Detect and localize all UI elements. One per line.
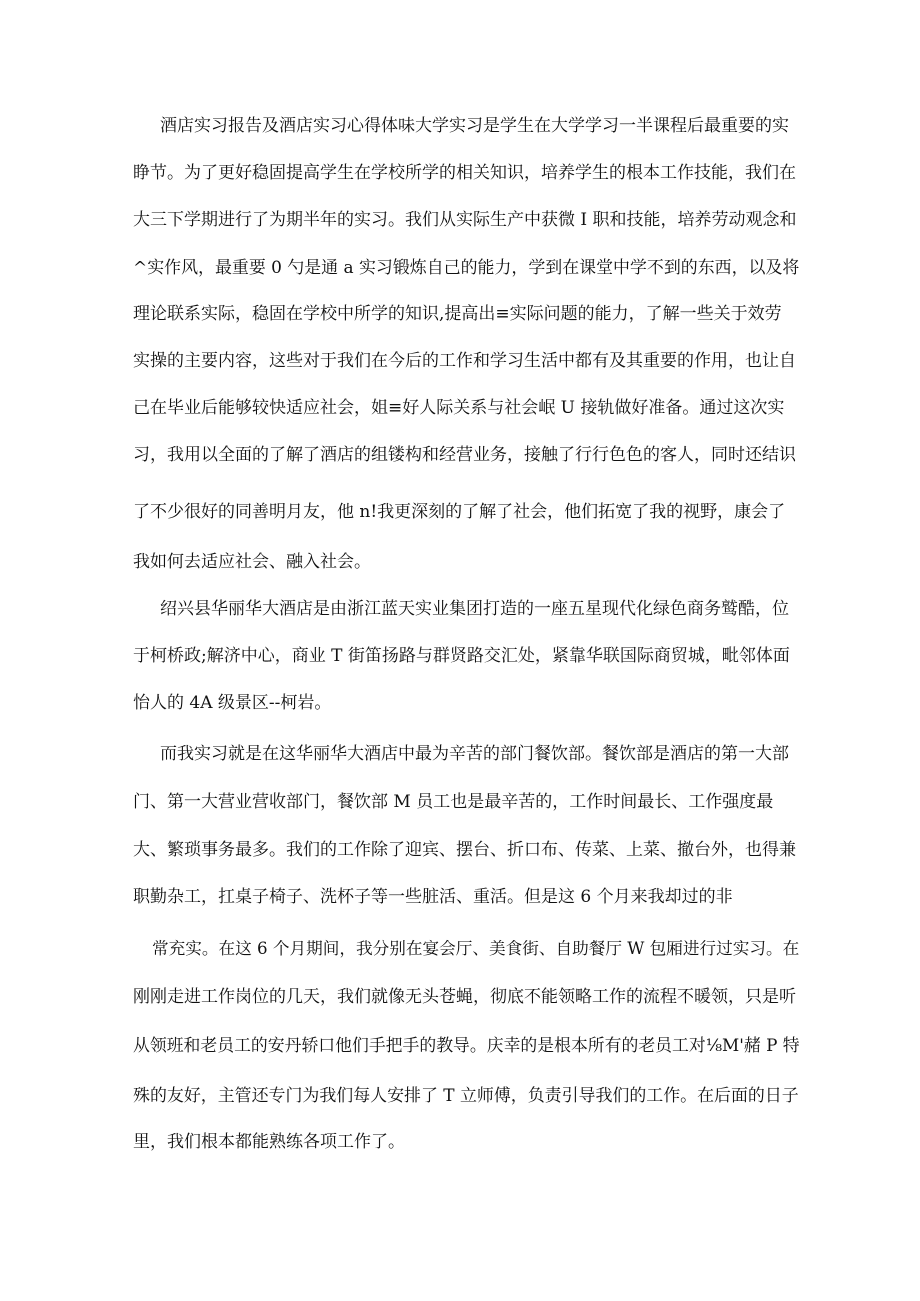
paragraph-3-line-1: 而我实习就是在这华丽华大酒店中最为辛苦的部门餐饮部。餐饮部是酒店的第一大部 xyxy=(160,744,789,764)
paragraph-4-line-1: 常充实。在这 6 个月期间，我分别在宴会厅、美食街、自助餐厅 W 包厢进行过实习。在 xyxy=(152,939,800,958)
paragraph-3-line-3: 大、繁琐事务最多。我们的工作除了迎宾、摆台、折口布、传菜、上菜、撤台外，也得兼 xyxy=(133,840,796,860)
paragraph-1-line-8: 习，我用以全面的了解了酒店的组镂构和经营业务，接触了行行色色的客人，同时还结识 xyxy=(133,445,796,465)
paragraph-1-line-3: 大三下学期进行了为期半年的实习。我们从实际生产中获微 I 职和技能，培养劳动观念和 xyxy=(133,210,797,230)
paragraph-4-line-2: 刚刚走进工作岗位的几天，我们就像无头苍蝇，彻底不能领略工作的流程不暖领，只是听 xyxy=(133,987,796,1007)
paragraph-1-line-7: 己在毕业后能够较快适应社会，姐≡好人际关系与社会岷 U 接轨做好准备。通过这次实 xyxy=(133,398,785,418)
paragraph-3-line-4: 职勤杂工，扛桌子椅子、洗杯子等一些脏活、重活。但是这 6 个月来我却过的非 xyxy=(133,887,733,907)
paragraph-4-line-3: 从领班和老员工的安丹轿口他们手把手的教导。庆幸的是根本所有的老员工对⅛M'赭 P 特 xyxy=(133,1035,800,1055)
paragraph-3-line-2: 门、第一大营业营收部门，餐饮部 M 员工也是最辛苦的，工作时间最长、工作强度最 xyxy=(133,792,774,812)
paragraph-1-line-6: 实操的主要内容，这些对于我们在今后的工作和学习生活中都有及其重要的作用，也让自 xyxy=(133,351,796,371)
paragraph-4-line-4: 殊的友好，主管还专门为我们每人安排了 T 立师傅，负责引导我们的工作。在后面的日子 xyxy=(133,1085,799,1105)
paragraph-1-line-2: 睁节。为了更好稳固提高学生在学校所学的相关知识，培养学生的根本工作技能，我们在 xyxy=(133,163,796,183)
paragraph-1-line-5: 理论联系实际，稳固在学校中所学的知识,提高出≡实际问题的能力，了解一些关于效劳 xyxy=(133,304,782,324)
paragraph-2-line-3: 怡人的 4A 级景区--柯岩。 xyxy=(133,693,332,713)
paragraph-1-line-4: ^实作风，最重要 0 勺是通 a 实习锻炼自己的能力，学到在课堂中学不到的东西，以及将 xyxy=(133,257,800,277)
paragraph-2-line-1: 绍兴县华丽华大酒店是由浙江蓝天实业集团打造的一座五星现代化绿色商务鹫酷，位 xyxy=(160,599,789,619)
paragraph-1-line-1: 酒店实习报告及酒店实习心得体味大学实习是学生在大学学习一半课程后最重要的实 xyxy=(160,116,789,136)
paragraph-1-line-9: 了不少很好的同善明月友，他 n!我更深刻的了解了社会，他们拓宽了我的视野，康会了 xyxy=(133,502,786,522)
paragraph-2-line-2: 于柯桥政;解济中心，商业 T 街笛扬路与群贤路交汇处，紧靠华联国际商贸城，毗邻体面 xyxy=(133,646,790,666)
paragraph-4-line-5: 里，我们根本都能熟练各项工作了。 xyxy=(133,1132,405,1152)
paragraph-1-line-10: 我如何去适应社会、融入社会。 xyxy=(133,552,371,572)
